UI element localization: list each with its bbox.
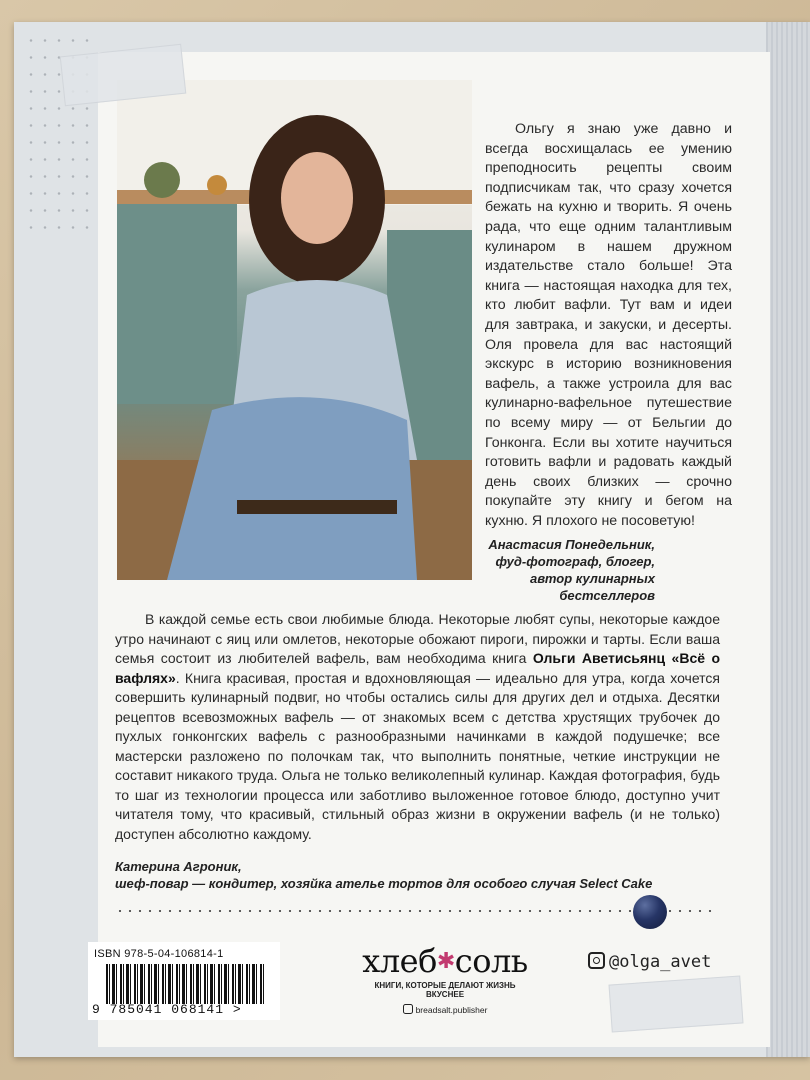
barcode-bars (106, 964, 264, 1004)
barcode (88, 942, 280, 1020)
publisher-logo (355, 944, 535, 979)
chef-review (115, 610, 720, 844)
publisher-block (355, 944, 535, 1015)
publisher-logo-right: соль (454, 942, 528, 980)
author-instagram (588, 952, 711, 972)
publisher-handle (355, 1004, 535, 1015)
author-handle-text: @olga_avet (609, 952, 712, 972)
blogger-signature-role: фуд-фотограф, блогер, автор кулинарных бестселлеров (495, 554, 655, 603)
spine-strip (766, 22, 810, 1057)
book-author-name: Ольги Аветисьянц (532, 650, 666, 666)
book-title: «Всё о вафлях» (115, 650, 720, 686)
chef-signature (115, 858, 675, 892)
instagram-icon (403, 1004, 413, 1014)
author-photo (117, 80, 472, 580)
barcode-digits: 9 785041 068141 > (92, 1002, 242, 1017)
tape-bottom-right (608, 975, 743, 1032)
chef-signature-role: шеф-повар — кондитер, хозяйка ателье тортов для особого случая Select Cake (115, 876, 653, 891)
chef-review-part1: В каждой семье есть свои любимые блюда. Некоторые любят супы, некоторые каждое утро начинают с яиц или омлетов, некоторые обожают пироги, пирожки и тарты. Если ваша семья состоит из любителей вафель, вам необходима книга (115, 611, 720, 666)
blogger-quote (485, 120, 732, 531)
chef-signature-name: Катерина Агроник, (115, 859, 242, 874)
blogger-signature-name: Анастасия Понедельник, (488, 537, 655, 552)
chef-review-part2: . Книга красивая, простая и вдохновляющая — идеально для утра, когда хочется совершить кулинарный подвиг, но чтобы остались силы для других дел и отдыха. Десятки рецептов всевозможных вафель — от знакомых всем с детства хрустящих трубочек до пухлых гонконгских вафель с разнообразными начинками в каждой подушечке; все мастерски разложено по полочкам так, что выполнить понятные, четкие инструкции не составит никакого труда. Ольга не только великолепный кулинар. Каждая фотография, будь то шаг из технологии процесса или заботливо выложенное готовое блюдо, доступно учит читателя тому, что красивый, стильный образ жизни в окружении вафель (и не только) доступен абсолютно каждому. (115, 669, 720, 842)
publisher-logo-left: хлеб (362, 942, 437, 980)
publisher-handle-text: breadsalt.publisher (415, 1005, 488, 1015)
isbn-label: ISBN 978-5-04-106814-1 (94, 948, 224, 960)
blogger-quote-text: Ольгу я знаю уже давно и всегда восхищалась ее умению преподносить рецепты своим подписчикам так, что сразу хочется бежать на кухню и творить. Я очень рада, что еще одним талантливым кулинаром в нашем дружном издательстве стало больше! Эта книга — настоящая находка для тех, кто любит вафли. Тут вам и идеи для завтрака, и закуски, и десерты. Оля провела для вас настоящий экскурс в историю возникновения вафель, а также устроила для вас кулинарно-вафельное путешествие по всему миру — от Бельгии до Гонконга. Если вы хотите научиться готовить вафли и радовать каждый день своих близких — срочно покупайте эту книгу и бегом на кухню. Я плохого не посоветую! (485, 121, 732, 529)
instagram-icon (588, 952, 605, 969)
dotted-divider (115, 910, 715, 912)
publisher-tagline: КНИГИ, КОТОРЫЕ ДЕЛАЮТ ЖИЗНЬ ВКУСНЕЕ (374, 981, 516, 999)
flower-icon: ✱ (436, 949, 455, 974)
blogger-signature (485, 536, 655, 604)
blueberry-decoration (633, 895, 667, 929)
